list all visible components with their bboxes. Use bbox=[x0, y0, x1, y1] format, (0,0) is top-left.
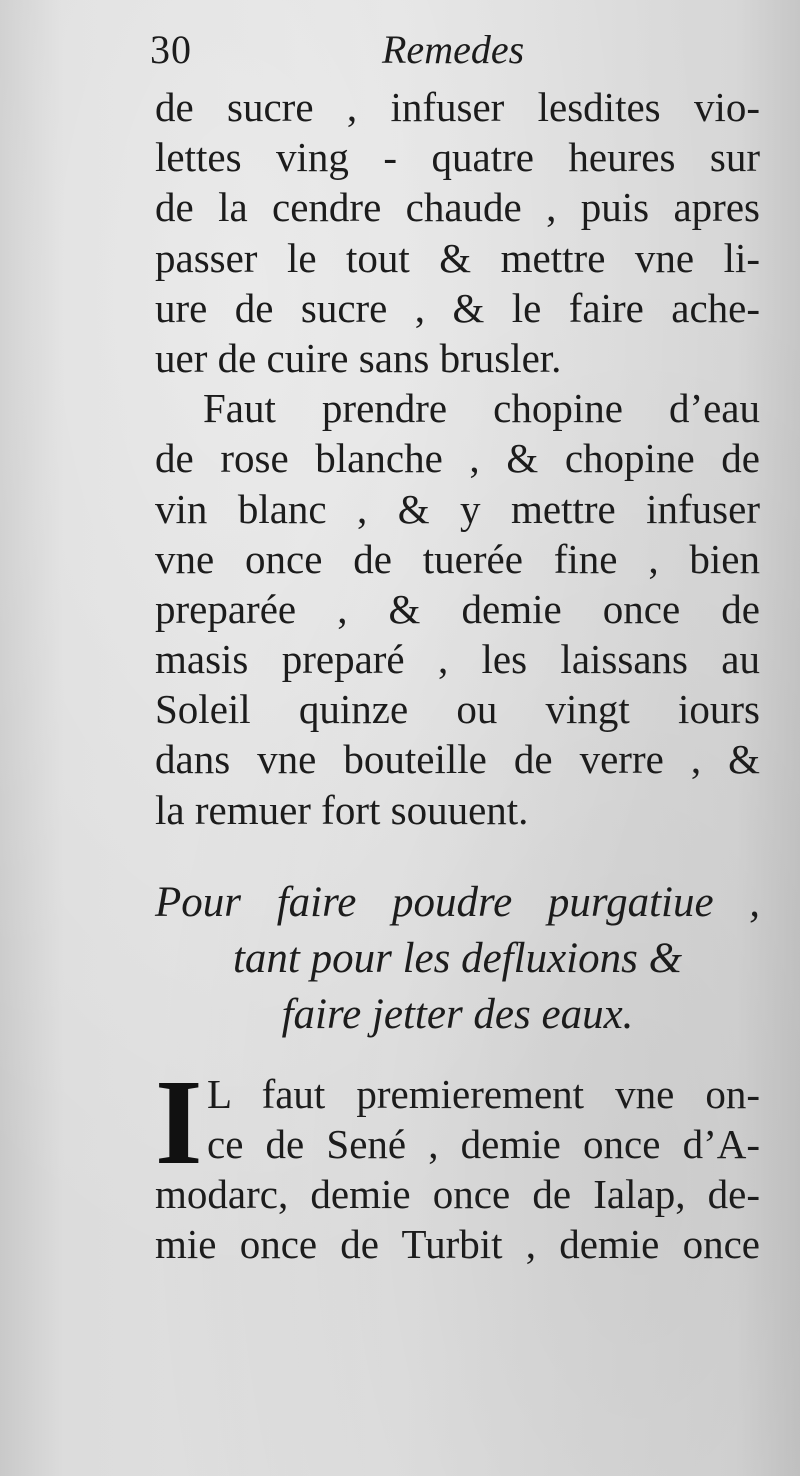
text-line: de sucre , infuser lesdites vio- bbox=[155, 84, 760, 130]
text-line: lettes ving - quatre heures sur bbox=[155, 134, 760, 181]
text-line: vne once de tuerée fine , bien bbox=[155, 535, 760, 582]
page-number: 30 bbox=[150, 27, 192, 72]
text-line: uer de cuire sans brusler. bbox=[155, 334, 562, 381]
text-line: mie once de Turbit , demie once bbox=[155, 1221, 760, 1268]
text-line: la remuer fort souuent. bbox=[155, 786, 529, 833]
text-line: Faut prendre chopine d’eau bbox=[203, 385, 760, 432]
section-heading bbox=[155, 875, 760, 1043]
drop-cap: I bbox=[155, 1054, 203, 1190]
text-line: L faut premierement vne on- bbox=[207, 1070, 760, 1117]
heading-line: tant pour les defluxions & bbox=[232, 934, 683, 982]
running-head bbox=[150, 20, 770, 80]
heading-line: faire jetter des eaux. bbox=[281, 990, 634, 1038]
text-line: Soleil quinze ou vingt iours bbox=[155, 686, 760, 733]
paragraph-rose-water bbox=[155, 383, 760, 835]
text-line: masis preparé , les laissans au bbox=[155, 636, 760, 683]
text-line: de rose blanche , & chopine de bbox=[155, 435, 760, 482]
text-line: preparée , & demie once de bbox=[155, 585, 760, 632]
spacer bbox=[155, 1043, 760, 1069]
paragraph-violet-syrup bbox=[155, 82, 760, 383]
text-line: ce de Sené , demie once d’A- bbox=[207, 1121, 760, 1167]
body-text bbox=[155, 82, 760, 1270]
running-title: Remedes bbox=[382, 27, 525, 72]
text-line: dans vne bouteille de verre , & bbox=[155, 736, 760, 783]
text-line: ure de sucre , & le faire ache- bbox=[155, 284, 760, 331]
text-line: vin blanc , & y mettre infuser bbox=[155, 485, 760, 532]
text-line: passer le tout & mettre vne li- bbox=[155, 234, 760, 281]
spacer bbox=[155, 835, 760, 875]
paragraph-purgative-powder bbox=[155, 1054, 760, 1270]
text-line: modarc, demie once de Ialap, de- bbox=[155, 1171, 760, 1218]
heading-line: Pour faire poudre purgatiue , bbox=[155, 878, 760, 926]
text-line: de la cendre chaude , puis apres bbox=[155, 184, 760, 231]
